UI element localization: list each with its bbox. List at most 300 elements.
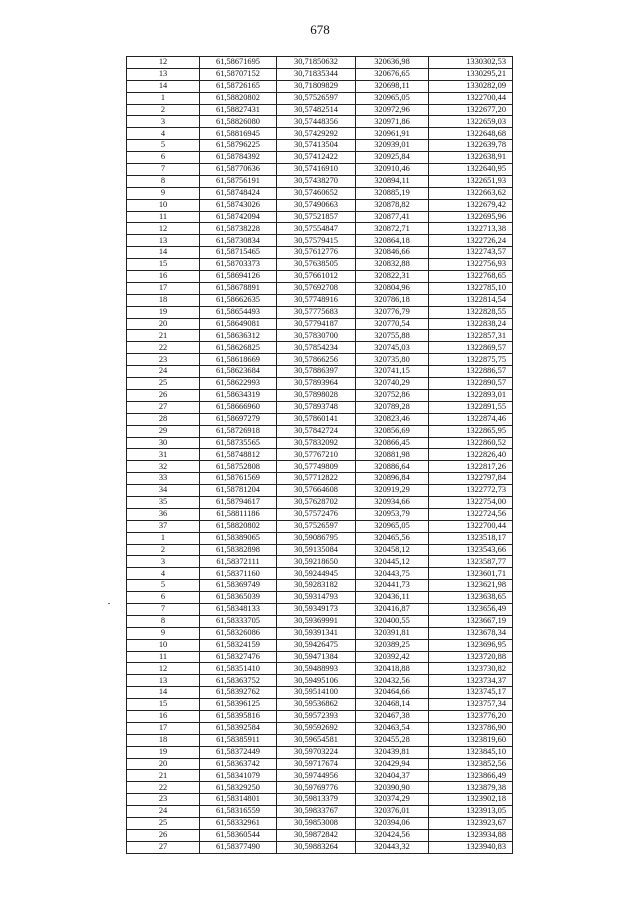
y-coordinate-cell: 1322700,44 [429,520,513,532]
latitude-cell: 61,58770636 [200,164,277,176]
latitude-cell: 61,58332961 [200,818,277,830]
y-coordinate-cell: 1323734,37 [429,675,513,687]
latitude-cell: 61,58341079 [200,770,277,782]
point-number-cell: 23 [127,354,200,366]
x-coordinate-cell: 320455,28 [356,734,429,746]
point-number-cell: 2 [127,544,200,556]
point-number-cell: 7 [127,603,200,615]
x-coordinate-cell: 320443,32 [356,841,429,853]
latitude-cell: 61,58694126 [200,271,277,283]
y-coordinate-cell: 1322886,57 [429,366,513,378]
y-coordinate-cell: 1322640,95 [429,164,513,176]
point-number-cell: 11 [127,651,200,663]
latitude-cell: 61,58369749 [200,580,277,592]
longitude-cell: 30,57554847 [277,223,356,235]
y-coordinate-cell: 1322677,20 [429,104,513,116]
point-number-cell: 1 [127,532,200,544]
point-number-cell: 26 [127,829,200,841]
x-coordinate-cell: 320864,18 [356,235,429,247]
x-coordinate-cell: 320919,29 [356,485,429,497]
x-coordinate-cell: 320745,03 [356,342,429,354]
x-coordinate-cell: 320465,56 [356,532,429,544]
latitude-cell: 61,58820802 [200,92,277,104]
latitude-cell: 61,58697279 [200,413,277,425]
latitude-cell: 61,58726165 [200,80,277,92]
latitude-cell: 61,58756191 [200,175,277,187]
y-coordinate-cell: 1323940,83 [429,841,513,853]
longitude-cell: 30,57448356 [277,116,356,128]
x-coordinate-cell: 320846,66 [356,247,429,259]
y-coordinate-cell: 1322772,73 [429,485,513,497]
longitude-cell: 30,59488993 [277,663,356,675]
latitude-cell: 61,58827431 [200,104,277,116]
longitude-cell: 30,57748916 [277,294,356,306]
longitude-cell: 30,59369991 [277,615,356,627]
point-number-cell: 14 [127,80,200,92]
y-coordinate-cell: 1323845,10 [429,746,513,758]
point-number-cell: 24 [127,806,200,818]
point-number-cell: 16 [127,710,200,722]
latitude-cell: 61,58363742 [200,758,277,770]
latitude-cell: 61,58715465 [200,247,277,259]
x-coordinate-cell: 320390,90 [356,782,429,794]
latitude-cell: 61,58748812 [200,449,277,461]
longitude-cell: 30,59283182 [277,580,356,592]
table-row [127,199,513,211]
table-row [127,508,513,520]
point-number-cell: 23 [127,794,200,806]
y-coordinate-cell: 1323638,65 [429,592,513,604]
table-row [127,282,513,294]
table-row [127,722,513,734]
longitude-cell: 30,57416910 [277,164,356,176]
x-coordinate-cell: 320925,84 [356,152,429,164]
table-row [127,259,513,271]
table-row [127,758,513,770]
x-coordinate-cell: 320376,01 [356,806,429,818]
table-row [127,401,513,413]
x-coordinate-cell: 320866,45 [356,437,429,449]
y-coordinate-cell: 1323745,17 [429,687,513,699]
table-row [127,615,513,627]
latitude-cell: 61,58634319 [200,389,277,401]
point-number-cell: 35 [127,496,200,508]
latitude-cell: 61,58743026 [200,199,277,211]
latitude-cell: 61,58662635 [200,294,277,306]
point-number-cell: 30 [127,437,200,449]
table-row [127,223,513,235]
y-coordinate-cell: 1323543,66 [429,544,513,556]
point-number-cell: 17 [127,282,200,294]
x-coordinate-cell: 320832,88 [356,259,429,271]
latitude-cell: 61,58671695 [200,57,277,69]
y-coordinate-cell: 1330295,21 [429,68,513,80]
y-coordinate-cell: 1323720,88 [429,651,513,663]
table-row [127,187,513,199]
table-row [127,651,513,663]
longitude-cell: 30,59883264 [277,841,356,853]
table-row [127,235,513,247]
y-coordinate-cell: 1322857,31 [429,330,513,342]
point-number-cell: 29 [127,425,200,437]
table-row [127,152,513,164]
table-row [127,306,513,318]
latitude-cell: 61,58820802 [200,520,277,532]
longitude-cell: 30,71809829 [277,80,356,92]
table-row [127,568,513,580]
latitude-cell: 61,58372111 [200,556,277,568]
longitude-cell: 30,57866256 [277,354,356,366]
y-coordinate-cell: 1322768,65 [429,271,513,283]
x-coordinate-cell: 320872,71 [356,223,429,235]
x-coordinate-cell: 320468,14 [356,699,429,711]
longitude-cell: 30,59514100 [277,687,356,699]
point-number-cell: 6 [127,152,200,164]
point-number-cell: 18 [127,734,200,746]
table-row [127,770,513,782]
x-coordinate-cell: 320441,73 [356,580,429,592]
point-number-cell: 26 [127,389,200,401]
table-row [127,271,513,283]
x-coordinate-cell: 320965,05 [356,92,429,104]
x-coordinate-cell: 320418,88 [356,663,429,675]
table-row [127,520,513,532]
x-coordinate-cell: 320391,81 [356,627,429,639]
latitude-cell: 61,58794617 [200,496,277,508]
x-coordinate-cell: 320877,41 [356,211,429,223]
point-number-cell: 19 [127,746,200,758]
x-coordinate-cell: 320789,28 [356,401,429,413]
longitude-cell: 30,59086795 [277,532,356,544]
point-number-cell: 13 [127,235,200,247]
x-coordinate-cell: 320971,86 [356,116,429,128]
table-row [127,211,513,223]
longitude-cell: 30,59536862 [277,699,356,711]
longitude-cell: 30,57712822 [277,473,356,485]
longitude-cell: 30,59833767 [277,806,356,818]
table-row [127,794,513,806]
table-row [127,710,513,722]
point-number-cell: 14 [127,247,200,259]
latitude-cell: 61,58784392 [200,152,277,164]
table-row [127,140,513,152]
x-coordinate-cell: 320770,54 [356,318,429,330]
latitude-cell: 61,58761569 [200,473,277,485]
point-number-cell: 24 [127,366,200,378]
latitude-cell: 61,58726918 [200,425,277,437]
y-coordinate-cell: 1322638,91 [429,152,513,164]
point-number-cell: 28 [127,413,200,425]
point-number-cell: 8 [127,615,200,627]
x-coordinate-cell: 320636,98 [356,57,429,69]
y-coordinate-cell: 1322679,42 [429,199,513,211]
point-number-cell: 25 [127,818,200,830]
x-coordinate-cell: 320404,37 [356,770,429,782]
y-coordinate-cell: 1322785,10 [429,282,513,294]
table-row [127,354,513,366]
table-row [127,92,513,104]
point-number-cell: 7 [127,164,200,176]
x-coordinate-cell: 320896,84 [356,473,429,485]
point-number-cell: 15 [127,259,200,271]
latitude-cell: 61,58360544 [200,829,277,841]
latitude-cell: 61,58316559 [200,806,277,818]
longitude-cell: 30,59391341 [277,627,356,639]
y-coordinate-cell: 1322797,84 [429,473,513,485]
table-row [127,68,513,80]
y-coordinate-cell: 1323902,18 [429,794,513,806]
y-coordinate-cell: 1322695,96 [429,211,513,223]
point-number-cell: 27 [127,841,200,853]
latitude-cell: 61,58333705 [200,615,277,627]
longitude-cell: 30,59872842 [277,829,356,841]
latitude-cell: 61,58707152 [200,68,277,80]
x-coordinate-cell: 320464,66 [356,687,429,699]
latitude-cell: 61,58382898 [200,544,277,556]
table-row [127,461,513,473]
point-number-cell: 4 [127,568,200,580]
point-number-cell: 5 [127,580,200,592]
coordinates-table-body [127,57,513,854]
point-number-cell: 4 [127,128,200,140]
y-coordinate-cell: 1322724,56 [429,508,513,520]
longitude-cell: 30,57860141 [277,413,356,425]
latitude-cell: 61,58365039 [200,592,277,604]
latitude-cell: 61,58748424 [200,187,277,199]
table-row [127,663,513,675]
longitude-cell: 30,59244945 [277,568,356,580]
latitude-cell: 61,58738228 [200,223,277,235]
coordinates-table [126,56,513,854]
y-coordinate-cell: 1323776,20 [429,710,513,722]
longitude-cell: 30,59853008 [277,818,356,830]
table-row [127,449,513,461]
longitude-cell: 30,57572476 [277,508,356,520]
longitude-cell: 30,57579415 [277,235,356,247]
x-coordinate-cell: 320436,11 [356,592,429,604]
longitude-cell: 30,57664608 [277,485,356,497]
longitude-cell: 30,57794187 [277,318,356,330]
latitude-cell: 61,58703373 [200,259,277,271]
longitude-cell: 30,59744956 [277,770,356,782]
x-coordinate-cell: 320445,12 [356,556,429,568]
y-coordinate-cell: 1323678,34 [429,627,513,639]
point-number-cell: 12 [127,223,200,235]
y-coordinate-cell: 1323879,38 [429,782,513,794]
longitude-cell: 30,57526597 [277,520,356,532]
point-number-cell: 6 [127,592,200,604]
y-coordinate-cell: 1322891,55 [429,401,513,413]
table-row [127,294,513,306]
y-coordinate-cell: 1323866,49 [429,770,513,782]
point-number-cell: 17 [127,722,200,734]
table-row [127,389,513,401]
y-coordinate-cell: 1322743,57 [429,247,513,259]
longitude-cell: 30,57830700 [277,330,356,342]
longitude-cell: 30,57775683 [277,306,356,318]
x-coordinate-cell: 320424,56 [356,829,429,841]
longitude-cell: 30,59495106 [277,675,356,687]
latitude-cell: 61,58377490 [200,841,277,853]
longitude-cell: 30,57413504 [277,140,356,152]
table-row [127,687,513,699]
point-number-cell: 22 [127,782,200,794]
table-row [127,782,513,794]
y-coordinate-cell: 1322817,26 [429,461,513,473]
table-row [127,818,513,830]
point-number-cell: 15 [127,699,200,711]
y-coordinate-cell: 1322874,46 [429,413,513,425]
point-number-cell: 16 [127,271,200,283]
table-row [127,413,513,425]
longitude-cell: 30,59654581 [277,734,356,746]
table-row [127,128,513,140]
point-number-cell: 13 [127,68,200,80]
x-coordinate-cell: 320886,64 [356,461,429,473]
y-coordinate-cell: 1323934,88 [429,829,513,841]
longitude-cell: 30,59813379 [277,794,356,806]
longitude-cell: 30,59572393 [277,710,356,722]
latitude-cell: 61,58735565 [200,437,277,449]
latitude-cell: 61,58392584 [200,722,277,734]
x-coordinate-cell: 320961,91 [356,128,429,140]
x-coordinate-cell: 320394,06 [356,818,429,830]
x-coordinate-cell: 320741,15 [356,366,429,378]
y-coordinate-cell: 1322651,93 [429,175,513,187]
y-coordinate-cell: 1330302,53 [429,57,513,69]
y-coordinate-cell: 1322814,54 [429,294,513,306]
latitude-cell: 61,58626825 [200,342,277,354]
x-coordinate-cell: 320972,96 [356,104,429,116]
y-coordinate-cell: 1322726,24 [429,235,513,247]
table-row [127,104,513,116]
point-number-cell: 3 [127,116,200,128]
y-coordinate-cell: 1322648,68 [429,128,513,140]
table-row [127,425,513,437]
latitude-cell: 61,58329250 [200,782,277,794]
longitude-cell: 30,59314793 [277,592,356,604]
x-coordinate-cell: 320740,29 [356,378,429,390]
x-coordinate-cell: 320429,94 [356,758,429,770]
table-row [127,556,513,568]
x-coordinate-cell: 320885,19 [356,187,429,199]
latitude-cell: 61,58327476 [200,651,277,663]
latitude-cell: 61,58826080 [200,116,277,128]
latitude-cell: 61,58618669 [200,354,277,366]
latitude-cell: 61,58363752 [200,675,277,687]
longitude-cell: 30,57749809 [277,461,356,473]
point-number-cell: 20 [127,758,200,770]
y-coordinate-cell: 1322826,40 [429,449,513,461]
point-number-cell: 19 [127,306,200,318]
point-number-cell: 13 [127,675,200,687]
longitude-cell: 30,57526597 [277,92,356,104]
longitude-cell: 30,57692708 [277,282,356,294]
longitude-cell: 30,57482514 [277,104,356,116]
latitude-cell: 61,58742094 [200,211,277,223]
x-coordinate-cell: 320823,46 [356,413,429,425]
longitude-cell: 30,71850632 [277,57,356,69]
latitude-cell: 61,58395816 [200,710,277,722]
x-coordinate-cell: 320463,54 [356,722,429,734]
x-coordinate-cell: 320878,82 [356,199,429,211]
latitude-cell: 61,58649081 [200,318,277,330]
point-number-cell: 10 [127,639,200,651]
point-number-cell: 31 [127,449,200,461]
point-number-cell: 1 [127,92,200,104]
y-coordinate-cell: 1323757,34 [429,699,513,711]
longitude-cell: 30,59703224 [277,746,356,758]
point-number-cell: 18 [127,294,200,306]
latitude-cell: 61,58324159 [200,639,277,651]
x-coordinate-cell: 320432,56 [356,675,429,687]
latitude-cell: 61,58752808 [200,461,277,473]
longitude-cell: 30,57412422 [277,152,356,164]
table-row [127,592,513,604]
longitude-cell: 30,59471384 [277,651,356,663]
y-coordinate-cell: 1323913,05 [429,806,513,818]
table-row [127,675,513,687]
longitude-cell: 30,57767210 [277,449,356,461]
point-number-cell: 11 [127,211,200,223]
y-coordinate-cell: 1322828,55 [429,306,513,318]
x-coordinate-cell: 320894,11 [356,175,429,187]
x-coordinate-cell: 320934,66 [356,496,429,508]
table-row [127,544,513,556]
point-number-cell: 37 [127,520,200,532]
longitude-cell: 30,57612776 [277,247,356,259]
table-row [127,330,513,342]
x-coordinate-cell: 320786,18 [356,294,429,306]
x-coordinate-cell: 320804,96 [356,282,429,294]
table-row [127,437,513,449]
table-row [127,603,513,615]
point-number-cell: 14 [127,687,200,699]
y-coordinate-cell: 1322875,75 [429,354,513,366]
table-row [127,175,513,187]
y-coordinate-cell: 1323786,90 [429,722,513,734]
latitude-cell: 61,58623684 [200,366,277,378]
y-coordinate-cell: 1322893,01 [429,389,513,401]
longitude-cell: 30,57628702 [277,496,356,508]
longitude-cell: 30,59592692 [277,722,356,734]
y-coordinate-cell: 1322865,95 [429,425,513,437]
table-row [127,806,513,818]
table-row [127,485,513,497]
point-number-cell: 12 [127,663,200,675]
x-coordinate-cell: 320881,98 [356,449,429,461]
longitude-cell: 30,57898028 [277,389,356,401]
y-coordinate-cell: 1323587,77 [429,556,513,568]
point-number-cell: 32 [127,461,200,473]
latitude-cell: 61,58811186 [200,508,277,520]
table-row [127,378,513,390]
point-number-cell: 27 [127,401,200,413]
longitude-cell: 30,57854234 [277,342,356,354]
longitude-cell: 30,57490663 [277,199,356,211]
y-coordinate-cell: 1323656,49 [429,603,513,615]
table-row [127,473,513,485]
point-number-cell: 20 [127,318,200,330]
longitude-cell: 30,57460652 [277,187,356,199]
point-number-cell: 34 [127,485,200,497]
latitude-cell: 61,58326086 [200,627,277,639]
y-coordinate-cell: 1322838,24 [429,318,513,330]
x-coordinate-cell: 320856,69 [356,425,429,437]
point-number-cell: 21 [127,770,200,782]
x-coordinate-cell: 320939,01 [356,140,429,152]
point-number-cell: 9 [127,187,200,199]
